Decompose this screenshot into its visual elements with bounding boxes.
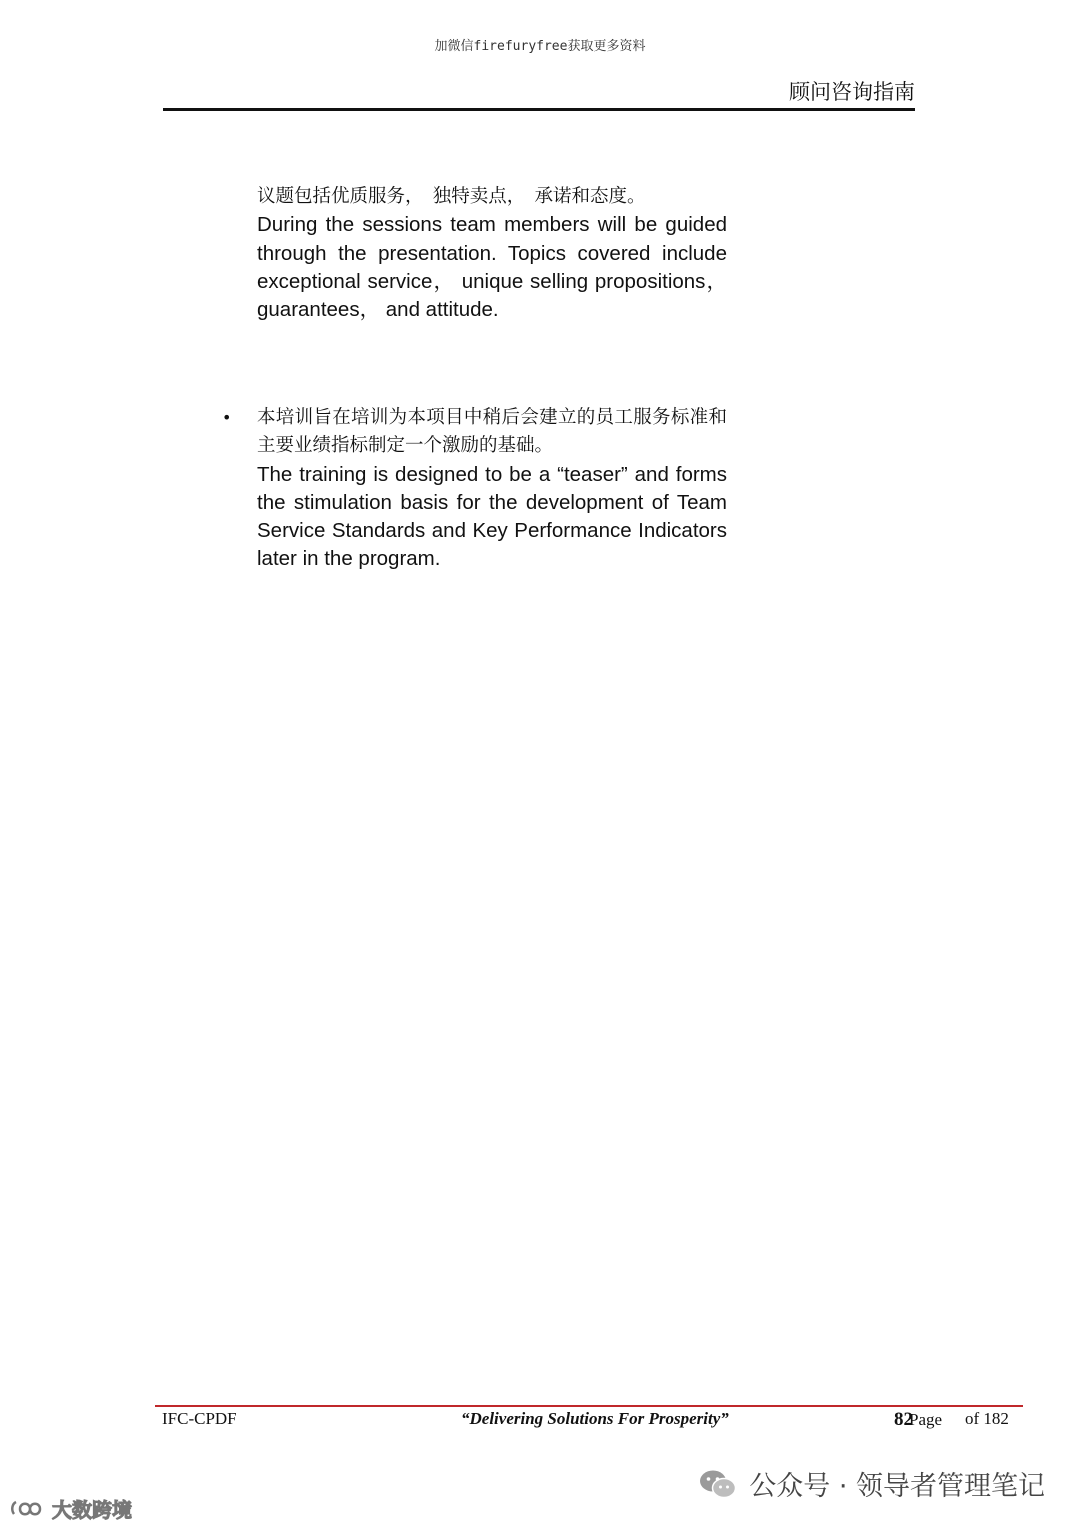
paragraph-2-english: The training is designed to be a “teaser” and forms the stimulation basis for the development of Team Service Standards and Key Performance Indicators later in the program. [257, 462, 727, 571]
wechat-watermark [699, 1464, 1045, 1503]
watermark-top-text: 加微信firefuryfree获取更多资料 [434, 39, 646, 54]
page-label: Page [909, 1410, 943, 1429]
paragraph-1-chinese: 议题包括优质服务， 独特卖点， 承诺和态度。 [257, 186, 646, 207]
footer-org-code: IFC-CPDF [162, 1409, 237, 1428]
paragraph-2-chinese: 本培训旨在培训为本项目中稍后会建立的员工服务标准和主要业绩指标制定一个激励的基础。 [257, 407, 727, 457]
corner-logo-text: 大数跨境 [52, 1498, 132, 1522]
footer-slogan: “Delivering Solutions For Prosperity” [461, 1409, 729, 1428]
footer-rule [155, 1405, 1023, 1407]
footer-page-total: of 182 [965, 1409, 1009, 1428]
header-rule [163, 108, 915, 111]
page-number: 82 [894, 1409, 913, 1430]
wechat-icon [699, 1469, 737, 1499]
paragraph-block-2 [257, 404, 727, 574]
footer-page-number [894, 1409, 942, 1431]
paragraph-1-english: During the sessions team members will be guided through the presentation. Topics covered include exceptional service， unique selling propositions， guarantees， and attitude. [257, 213, 727, 322]
wechat-source-text: 公众号 · 领导者管理笔记 [749, 1471, 1045, 1502]
page-header-title: 顾问咨询指南 [789, 80, 915, 104]
corner-watermark [10, 1494, 132, 1523]
bullet-icon: • [222, 408, 232, 427]
paragraph-block-1 [257, 183, 727, 324]
infinity-logo-icon [10, 1498, 50, 1520]
